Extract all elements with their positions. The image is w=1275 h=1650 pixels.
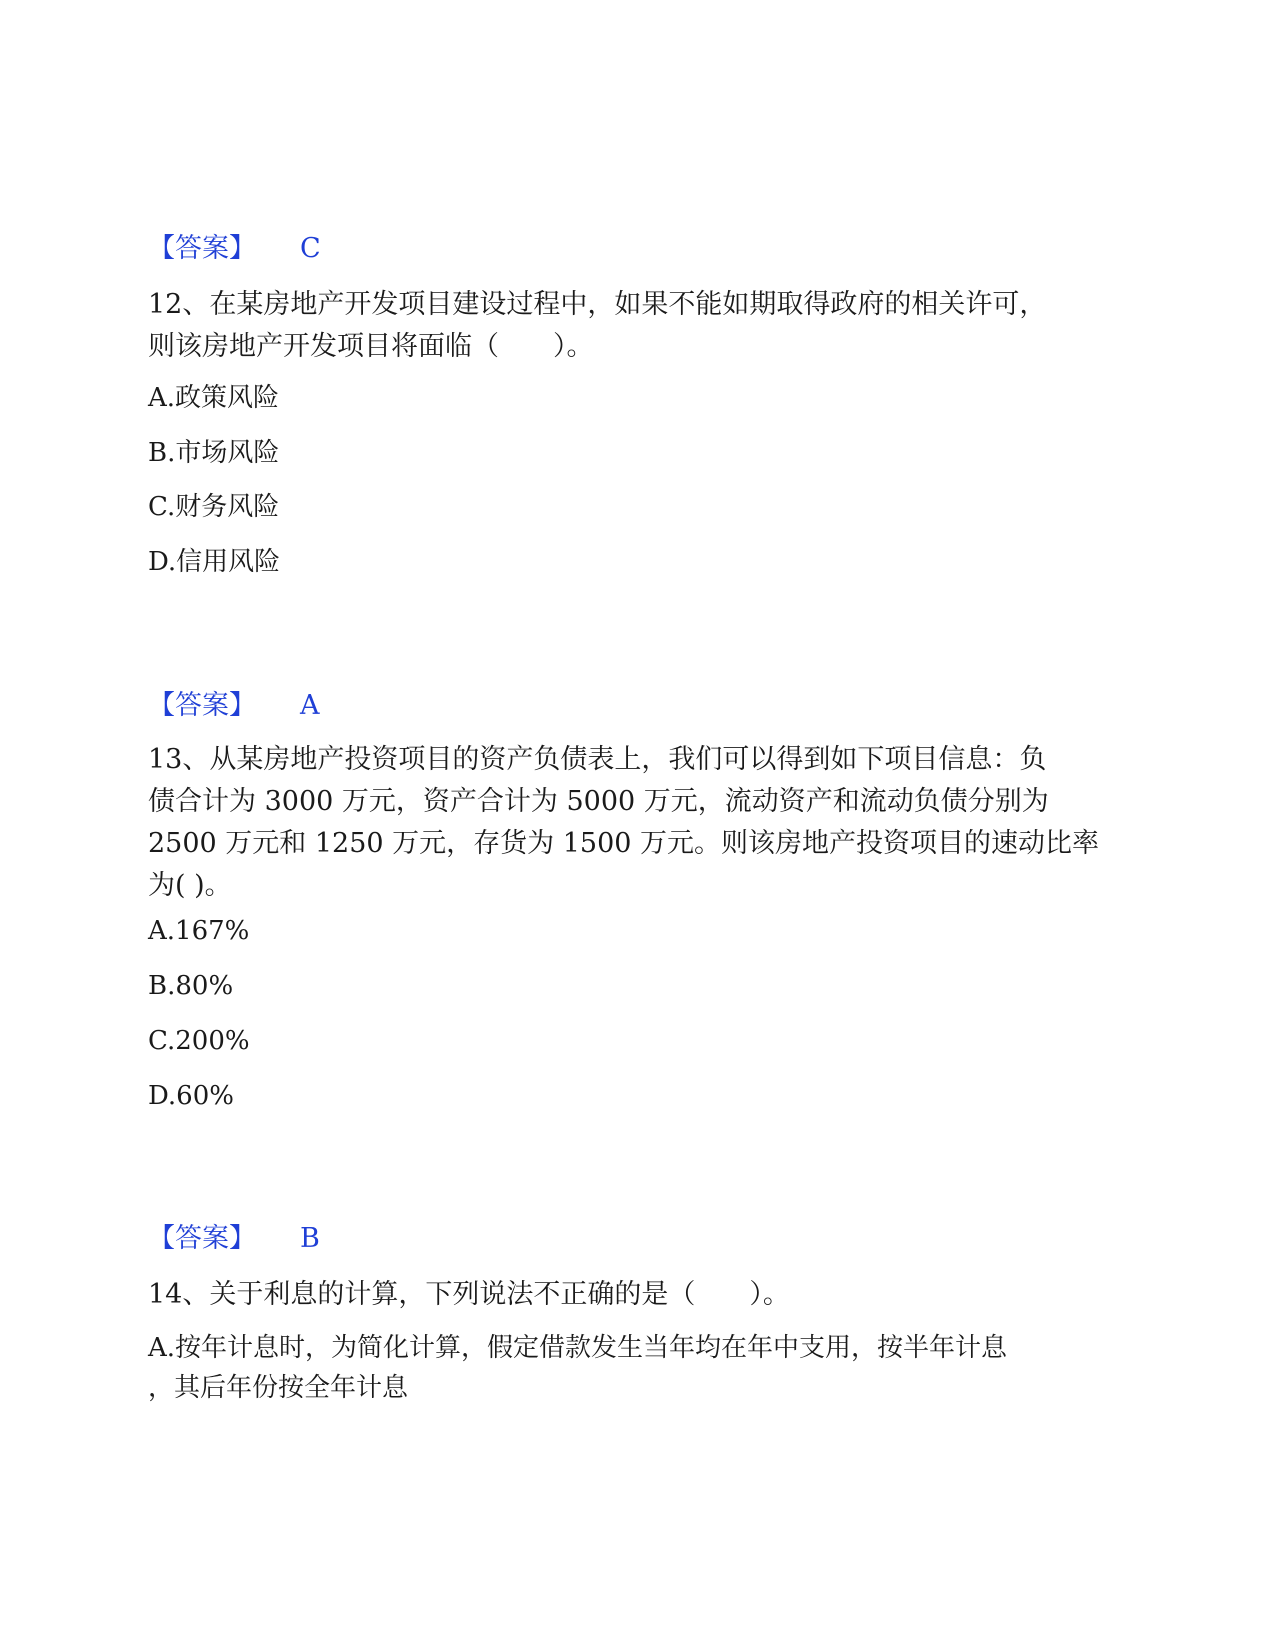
answer-value: B bbox=[300, 1223, 320, 1254]
option-a: A.167% bbox=[148, 916, 250, 946]
option-b: B.市场风险 bbox=[148, 438, 280, 468]
option-b: B.80% bbox=[148, 971, 234, 1001]
option-c: C.财务风险 bbox=[148, 492, 280, 522]
option-text-line: ，其后年份按全年计息 bbox=[148, 1373, 409, 1403]
question-text-line: 14、关于利息的计算，下列说法不正确的是（ ）。 bbox=[148, 1279, 790, 1310]
option-a: A.政策风险 bbox=[148, 383, 280, 413]
question-12 bbox=[148, 284, 1128, 368]
answer-line-1 bbox=[148, 232, 321, 266]
question-text-line: 2500 万元和 1250 万元，存货为 1500 万元。则该房地产投资项目的速动比率 bbox=[148, 828, 1100, 859]
option-text-line: A.按年计息时，为简化计算，假定借款发生当年均在年中支用，按半年计息 bbox=[148, 1333, 1008, 1363]
answer-value: A bbox=[300, 690, 320, 721]
answer-line-2 bbox=[148, 689, 320, 723]
question-14 bbox=[148, 1274, 1128, 1316]
answer-label: 【答案】 bbox=[148, 233, 256, 264]
question-text-line: 债合计为 3000 万元，资产合计为 5000 万元，流动资产和流动负债分别为 bbox=[148, 786, 1049, 817]
option-c: C.200% bbox=[148, 1026, 250, 1056]
option-d: D.60% bbox=[148, 1081, 234, 1111]
option-a bbox=[148, 1328, 1007, 1408]
question-text-line: 为( )。 bbox=[148, 870, 232, 901]
option-d: D.信用风险 bbox=[148, 547, 281, 577]
question-text-line: 12、在某房地产开发项目建设过程中，如果不能如期取得政府的相关许可， bbox=[148, 289, 1047, 320]
answer-line-3 bbox=[148, 1222, 320, 1256]
answer-label: 【答案】 bbox=[148, 1223, 256, 1254]
question-text-line: 13、从某房地产投资项目的资产负债表上，我们可以得到如下项目信息：负 bbox=[148, 744, 1047, 775]
question-13 bbox=[148, 739, 1128, 907]
question-text-line: 则该房地产开发项目将面临（ ）。 bbox=[148, 331, 594, 362]
answer-label: 【答案】 bbox=[148, 690, 256, 721]
answer-value: C bbox=[300, 233, 321, 264]
